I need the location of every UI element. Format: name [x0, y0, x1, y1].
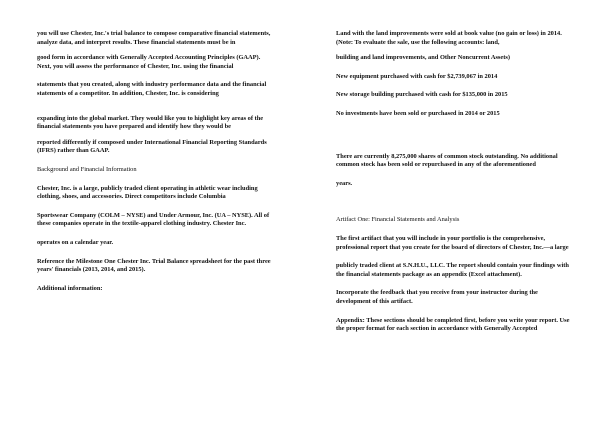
paragraph: Appendix: These sections should be completed first, before you write your report. Use the proper format for each section in accordance with Generally Accepted [336, 316, 570, 333]
paragraph: Land with the land improvements were sold at book value (no gain or loss) in 2014. (Note: To evaluate the sale, use the following accounts: land, [336, 30, 562, 46]
paragraph: years. [336, 179, 353, 187]
paragraph: Incorporate the feedback that you receive from your instructor during the development of this artifact. [336, 289, 538, 305]
paragraph: Sportswear Company (COLM – NYSE) and Under Armour, Inc. (UA – NYSE). All of these companies operate in the textile-apparel clothing industry. Chester Inc. [37, 211, 270, 228]
paragraph: New storage building purchased with cash for $135,000 in 2015 [336, 91, 508, 99]
paragraph: statements that you created, along with industry performance data and the financial statements of a competitor. In addition, Chester, Inc. is considering [37, 81, 267, 97]
paragraph: good form in accordance with Generally Accepted Accounting Principles (GAAP). Next, you will assess the performance of Chester, Inc. using the financial [37, 54, 261, 70]
paragraph: Chester, Inc. is a large, publicly traded client operating in athletic wear including clothing, shoes, and accessories. Direct competitors include Columbia [37, 184, 258, 201]
paragraph: operates on a calendar year. [37, 238, 114, 246]
section-heading: Background and Financial Information [37, 165, 137, 173]
left-column [37, 30, 273, 303]
paragraph: Reference the Milestone One Chester Inc. Trial Balance spreadsheet for the past three years' financials (2013, 2014, and 2015). [37, 257, 271, 274]
paragraph: No investments have been sold or purchased in 2014 or 2015 [336, 109, 500, 117]
paragraph: expanding into the global market. They would like you to highlight key areas of the financial statements you have prepared and identify how they would be [37, 114, 264, 131]
paragraph: building and land improvements, and Other Noncurrent Assets) [336, 54, 510, 62]
right-column [336, 30, 574, 344]
paragraph: publicly traded client at S.N.H.U., LLC. The report should contain your findings with the financial statements package as an appendix (Excel attachment). [336, 262, 569, 278]
paragraph: New equipment purchased with cash for $2,739,067 in 2014 [336, 72, 498, 80]
paragraph: you will use Chester, Inc.'s trial balance to compose comparative financial statements, analyze data, and interpret results. These financial statements must be in [37, 30, 271, 46]
paragraph: The first artifact that you will include in your portfolio is the comprehensive, professional report that you create for the board of directors of Chester, Inc.—a large [336, 234, 569, 251]
paragraph: reported differently if composed under International Financial Reporting Standards (IFRS) rather than GAAP. [37, 138, 267, 155]
section-heading: Artifact One: Financial Statements and Analysis [336, 216, 460, 224]
paragraph: Additional information: [37, 284, 103, 292]
paragraph: There are currently 8,275,000 shares of common stock outstanding. No additional common stock has been sold or repurchased in any of the aforementioned [336, 152, 558, 169]
